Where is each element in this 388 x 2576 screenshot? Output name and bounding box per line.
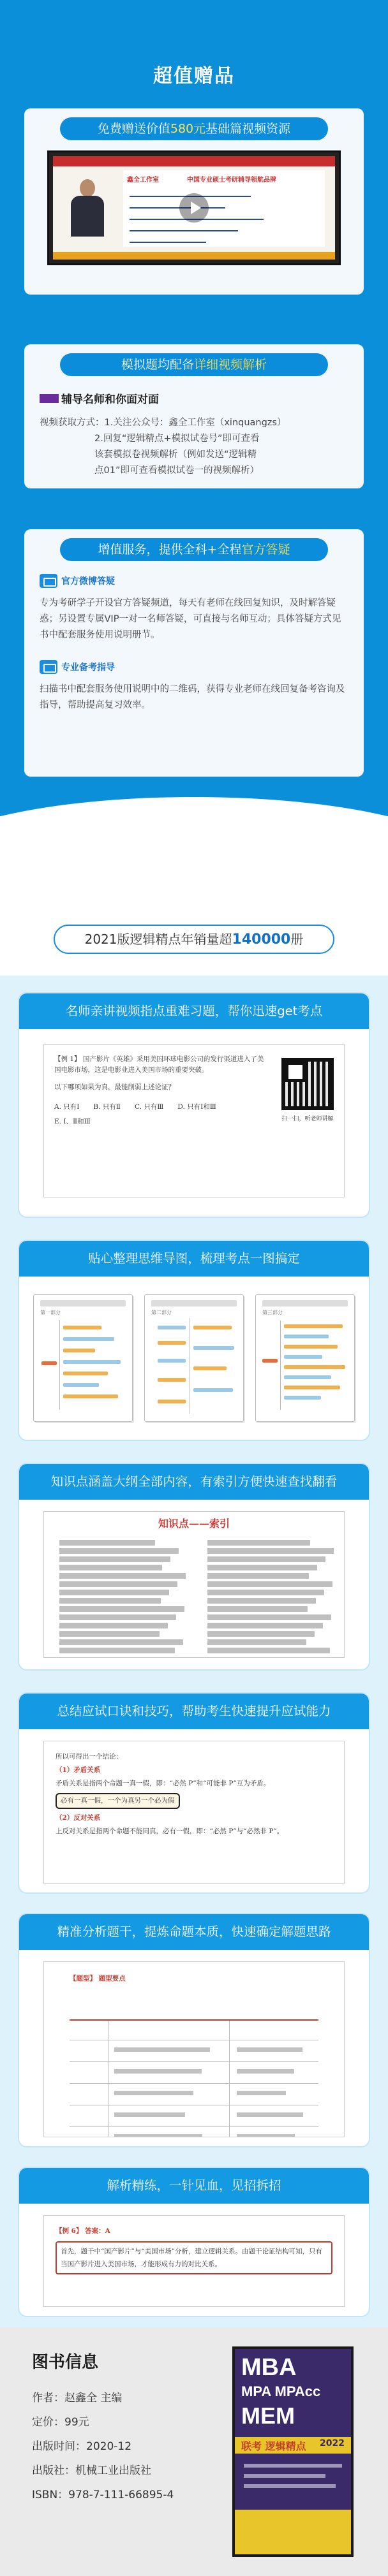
book-info-list [32,2386,174,2507]
index-entry-line [207,1581,332,1587]
feature-title: 贴心整理思维导图，梳理考点一图搞定 [19,1241,369,1277]
index-entry-line [207,1648,330,1653]
weibo-qa-text: 专为考研学子开设官方答疑频道，每天有老师在线回复知识，及时解答疑惑；另设置专属VIP一对一名师答疑，可直接与名师互动；具体答疑方式见书中配套服务使用说明册节。 [40,598,341,640]
play-icon[interactable] [179,193,209,223]
feature-video-explain [19,993,369,1217]
explanation-page: 【例 6】 答案：A 首先，题干中“国产影片”与“美国市场”分析，建立逻辑关系。由题干论证结构可知，只有当国产影片进入美国市场，才能形成有力的对比关系。 [43,2215,345,2307]
mind-map-page-3: 第三部分 [255,1294,355,1422]
table-row-line [70,2083,318,2084]
sales-stat: 2021版逻辑精点年销量超140000册 [54,925,334,954]
book-author: 作者：赵鑫全 主编 [32,2392,123,2404]
chat-icon [40,574,57,588]
video-board-heading: 中国专业硕士考研辅导领航品牌 [187,177,276,184]
table-row-line [70,2126,318,2127]
index-page [43,1511,345,1658]
index-entry-line [59,1598,161,1604]
index-entry-line [59,1623,168,1628]
feature-title: 总结应试口诀和技巧，帮助考生快速提升应试能力 [19,1694,369,1729]
index-entry-line [207,1540,310,1546]
index-entry-line [59,1565,162,1570]
index-entry-line [207,1573,309,1579]
video-thumbnail[interactable] [47,150,341,265]
table-cell-text [237,2134,295,2137]
highlight-note: 必有一真一假，一个为真另一个必为假 [56,1793,180,1809]
feature-explanation [19,2168,369,2316]
book-publisher: 出版社：机械工业出版社 [32,2464,151,2477]
mind-map-page-2: 第二部分 [144,1294,244,1422]
index-entry-line [59,1556,170,1562]
index-entry-line [59,1581,177,1587]
video-resource-card [24,108,364,295]
mock-instructions: 视频获取方式：1.关注公众号：鑫全工作室（xinquangzs） 2.回复“逻辑精点+模拟试卷号”即可查看 该套模拟卷视频解析（例如发送“逻辑精 点01”即可查看模拟试卷一的视频解析） [40,418,287,476]
mind-map-page-1: 第一部分 [33,1294,133,1422]
index-entry-line [207,1598,316,1604]
index-entry-line [207,1556,325,1562]
feature-techniques [19,1694,369,1892]
sample-question-page [43,1044,345,1197]
index-entry-line [207,1590,324,1595]
index-title: 知识点——索引 [158,1518,230,1530]
mock-exam-card [24,344,364,488]
table-cell-text [237,2047,302,2052]
table-cell-text [114,2134,202,2137]
service-card [24,529,364,777]
index-entry-line [59,1573,186,1579]
index-entry-line [207,1639,306,1645]
table-cell-text [114,2091,193,2095]
analysis-title: 【题型】 题型要点 [70,1975,126,1982]
index-entry-line [59,1590,169,1595]
table-cell-text [114,2047,210,2052]
technique-page: 所以可得出一个结论： （1）矛盾关系 矛盾关系是指两个命题一真一假，即：“必然 P”和“可能非 P”互为矛盾。 必有一真一假，一个为真另一个必为假 （2）反对关系 上反对关系是指两个命题不能同真，必有一假，即：“必然 P”与“必然非 P”。 [43,1741,345,1884]
subhead-mark-icon [40,394,59,403]
book-pub-date: 出版时间：2020-12 [32,2440,132,2453]
gift-section [0,0,388,848]
table-cell-text [237,2112,303,2117]
guidance-title: 专业备考指导 [40,660,364,674]
guidance-text: 扫描书中配套服务使用说明中的二维码，获得专业老师在线回复备考咨询及指导，帮助提高复习效率。 [40,684,345,710]
feature-index [19,1464,369,1669]
index-entry-line [207,1631,315,1637]
book-isbn: ISBN：978-7-111-66895-4 [32,2489,174,2501]
index-entry-line [207,1623,323,1628]
index-entry-line [59,1540,155,1546]
qr-caption: 扫一扫，听老师讲解 [281,1116,334,1122]
analysis-table [70,2019,318,2137]
question-prompt: 以下哪项如果为真，最能削弱上述论证？ [54,1083,175,1091]
index-entry-line [59,1614,176,1620]
book-info-section [0,2327,388,2576]
analysis-page [43,1961,345,2137]
service-banner: 增值服务，提供全科+全程官方答疑 [60,538,328,561]
question-intro: 【例 1】 国产影片《英雄》采用美国环球电影公司的发行渠道进入了美国电影市场，这是电影业进入美国市场的重要突破。 [54,1055,264,1074]
feature-analysis [19,1914,369,2146]
teacher-figure [68,179,107,237]
gift-title: 超值赠品 [153,65,235,87]
table-cell-text [237,2069,294,2074]
feature-title: 解析精练，一针见血，见招拆招 [19,2168,369,2204]
explanation-box: 首先，题干中“国产影片”与“美国市场”分析，建立逻辑关系。由题干论证结构可知，只有当国产影片进入美国市场，才能形成有力的对比关系。 [56,2241,332,2274]
question-options: A. 只有Ⅰ B. 只有Ⅱ C. 只有Ⅲ D. 只有Ⅰ和Ⅲ E. Ⅰ、Ⅱ和Ⅲ [54,1103,216,1125]
feature-title: 精准分析题干，提炼命题本质，快速确定解题思路 [19,1914,369,1950]
feature-mind-map [19,1241,369,1440]
table-cell-text [114,2112,185,2117]
index-entry-line [207,1614,331,1620]
book-cover-image: MBA MPA MPAcc MEM 联考 逻辑精点 2022 [232,2346,354,2557]
index-entry-line [207,1565,317,1570]
video-resource-banner: 免费赠送价值580元基础篇视频资源 [60,117,328,140]
index-entry-line [59,1606,184,1612]
curve-separator [0,797,388,925]
index-entry-line [207,1548,334,1554]
table-col-line [229,2021,230,2137]
feature-title: 知识点涵盖大纲全部内容，有索引方便快速查找翻看 [19,1464,369,1500]
mock-subhead: 辅导名师和你面对面 [40,390,364,406]
book-info-title: 图书信息 [32,2353,99,2372]
index-entry-line [59,1548,179,1554]
feature-title: 名师亲讲视频指点重难习题，帮你迅速get考点 [19,993,369,1029]
video-logo-text: 鑫全工作室 [127,177,159,184]
index-entry-line [59,1639,183,1645]
index-entry-line [59,1648,175,1653]
qr-code[interactable] [281,1058,334,1110]
guide-icon [40,660,57,674]
book-price: 定价：99元 [32,2416,89,2429]
table-row-line [70,2061,318,2062]
mock-exam-banner: 模拟题均配备详细视频解析 [60,353,328,376]
index-entry-line [207,1606,308,1612]
weibo-qa-title: 官方微博答疑 [40,574,364,588]
table-cell-text [114,2069,202,2074]
index-entry-line [59,1631,160,1637]
table-cell-text [237,2091,286,2095]
